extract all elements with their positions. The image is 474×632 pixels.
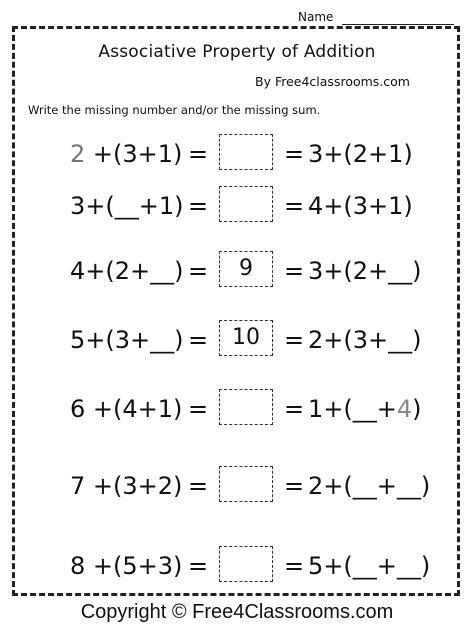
equals-sign: = [284, 395, 305, 423]
equals-sign: = [284, 472, 305, 500]
equals-sign: = [188, 257, 209, 285]
problem-row [0, 389, 474, 429]
right-expression-end: ) [412, 395, 422, 423]
right-expression [308, 192, 413, 220]
answer-box[interactable] [219, 389, 273, 425]
left-expression-text: +(3+1) [85, 140, 183, 168]
equals-sign: = [284, 257, 305, 285]
right-expression-text: 5+(__+__) [308, 552, 431, 580]
answer-box[interactable]: 10 [219, 320, 273, 356]
answer-box[interactable] [219, 186, 273, 222]
left-expression [70, 140, 182, 168]
right-expression [308, 140, 413, 168]
left-expression [70, 192, 183, 220]
problem-row [0, 466, 474, 506]
equals-sign: = [284, 140, 305, 168]
right-expression [308, 395, 422, 423]
right-expression-text: 4+(3+1) [308, 192, 413, 220]
equals-sign: = [188, 140, 209, 168]
right-expression [308, 257, 421, 285]
problem-row [0, 134, 474, 174]
right-expression-text: 1+(__+ [308, 395, 397, 423]
answer-box[interactable] [219, 134, 273, 170]
left-expression [70, 257, 183, 285]
left-expression-text: 6 +(4+1) [70, 395, 183, 423]
left-expression-text: 3+(__+1) [70, 192, 184, 220]
left-expression [70, 552, 182, 580]
worksheet-title: Associative Property of Addition [98, 42, 376, 62]
equals-sign: = [188, 326, 209, 354]
problem-row [0, 320, 474, 360]
equals-sign: = [188, 552, 209, 580]
equals-sign: = [284, 326, 305, 354]
copyright-footer: Copyright © Free4Classrooms.com [80, 601, 394, 623]
answer-box[interactable] [219, 546, 273, 582]
equals-sign: = [284, 552, 305, 580]
right-expression-text: 2+(3+__) [308, 326, 422, 354]
left-expression-text: 7 +(3+2) [70, 472, 183, 500]
left-expression [70, 395, 182, 423]
left-expression [70, 326, 183, 354]
right-expression [308, 552, 430, 580]
answer-box[interactable]: 9 [219, 251, 273, 287]
problem-row [0, 251, 474, 291]
equals-sign: = [188, 472, 209, 500]
right-expression-text: 3+(2+__) [308, 257, 422, 285]
answer-box[interactable] [219, 466, 273, 502]
left-expression-text: 5+(3+__) [70, 326, 184, 354]
problem-row [0, 546, 474, 586]
equals-sign: = [188, 192, 209, 220]
equals-sign: = [284, 192, 305, 220]
right-expression-text: 2+(__+__) [308, 472, 431, 500]
equals-sign: = [188, 395, 209, 423]
right-expression-text: 3+(2+1) [308, 140, 413, 168]
traced-digit: 2 [70, 140, 86, 168]
right-expression [308, 472, 430, 500]
left-expression-text: 4+(2+__) [70, 257, 184, 285]
left-expression-text: 8 +(5+3) [70, 552, 183, 580]
left-expression [70, 472, 182, 500]
problem-row [0, 186, 474, 226]
instructions: Write the missing number and/or the missing sum. [28, 103, 321, 117]
byline: By Free4classrooms.com [255, 74, 410, 89]
traced-digit: 4 [396, 395, 413, 423]
right-expression [308, 326, 421, 354]
name-label: Name [298, 10, 334, 24]
